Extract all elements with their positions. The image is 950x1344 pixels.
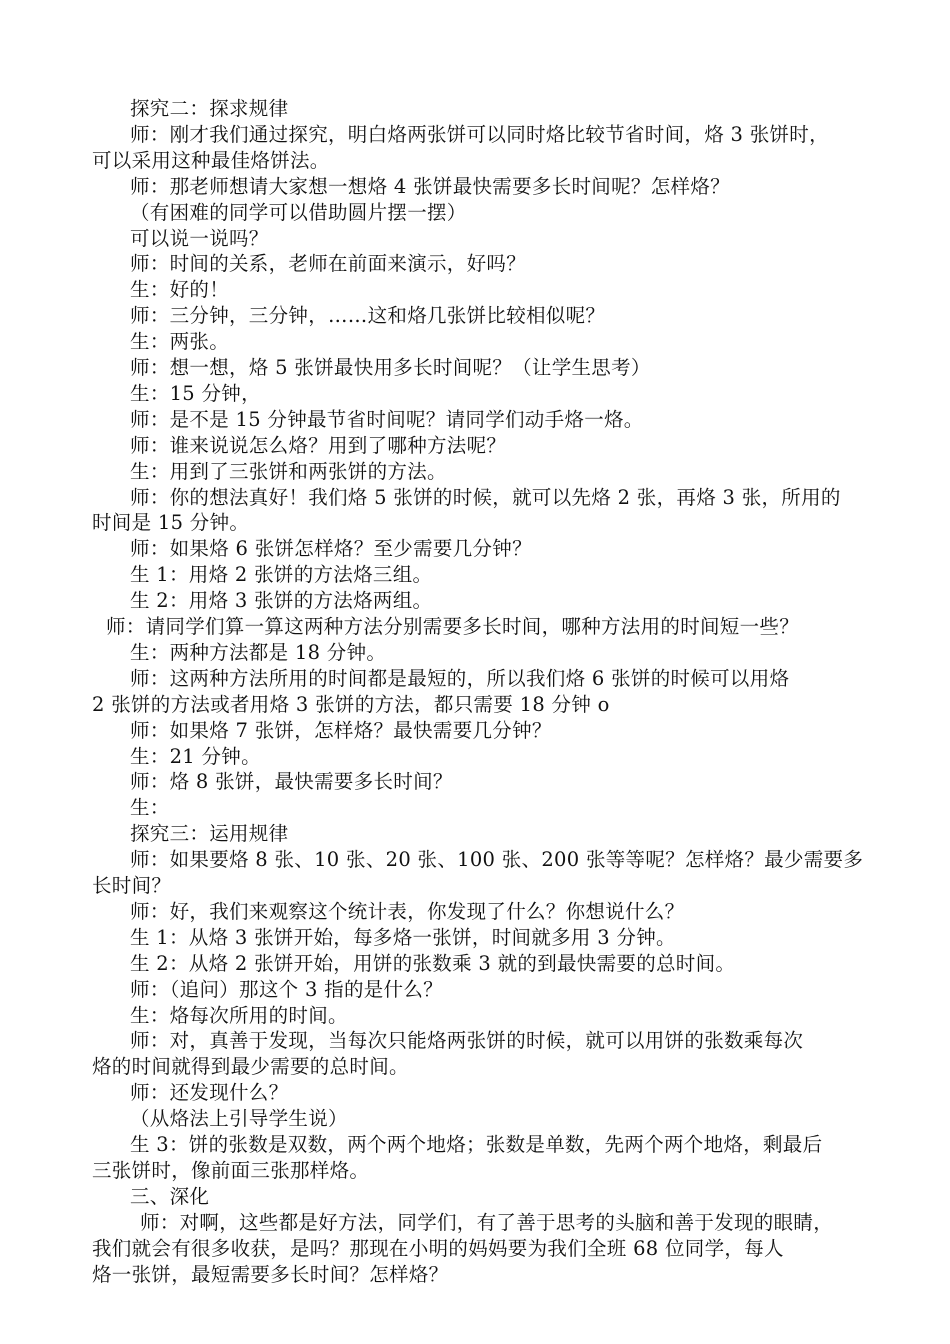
text-line: 师：对啊，这些都是好方法，同学们，有了善于思考的头脑和善于发现的眼睛， <box>140 1210 834 1234</box>
text-line: 时间是 15 分钟。 <box>92 511 250 535</box>
text-line: 生：两种方法都是 18 分钟。 <box>130 640 387 664</box>
text-line: 2 张饼的方法或者用烙 3 张饼的方法，都只需要 18 分钟 o <box>92 692 610 716</box>
text-line: 师：刚才我们通过探究，明白烙两张饼可以同时烙比较节省时间，烙 3 张饼时， <box>130 122 829 146</box>
text-line: 师：想一想，烙 5 张饼最快用多长时间呢？（让学生思考） <box>130 356 651 379</box>
text-line: 生：21 分钟。 <box>130 744 261 768</box>
text-line: 探究三：运用规律 <box>130 822 289 846</box>
text-line: 生：两张。 <box>130 330 230 354</box>
text-line: 生： <box>130 796 170 820</box>
text-line: 师：你的想法真好！我们烙 5 张饼的时候，就可以先烙 2 张，再烙 3 张，所用的 <box>130 485 841 509</box>
text-line: 师：还发现什么？ <box>130 1081 289 1105</box>
text-line: （有困难的同学可以借助圆片摆一摆） <box>130 200 467 224</box>
text-line: 烙的时间就得到最少需要的总时间。 <box>92 1055 409 1079</box>
text-line: 三、深化 <box>130 1184 210 1208</box>
text-line: 师：这两种方法所用的时间都是最短的，所以我们烙 6 张饼的时候可以用烙 <box>130 666 790 690</box>
text-line: 生：烙每次所用的时间。 <box>130 1003 348 1027</box>
text-line: 师：如果要烙 8 张、10 张、20 张、100 张、200 张等等呢？怎样烙？最少需要多 <box>130 848 864 872</box>
text-line: 可以说一说吗？ <box>130 226 269 250</box>
text-line: 师：如果烙 7 张饼，怎样烙？最快需要几分钟？ <box>130 718 552 742</box>
text-line: 师：三分钟，三分钟，……这和烙几张饼比较相似呢？ <box>130 304 606 328</box>
text-line: 师：是不是 15 分钟最节省时间呢？请同学们动手烙一烙。 <box>130 407 644 431</box>
text-line: 师：对，真善于发现，当每次只能烙两张饼的时候，就可以用饼的张数乘每次 <box>130 1029 804 1053</box>
text-line: 生 3：饼的张数是双数，两个两个地烙；张数是单数，先两个两个地烙，剩最后 <box>130 1133 823 1156</box>
text-line: 师：时间的关系，老师在前面来演示，好吗？ <box>130 252 527 276</box>
text-line: 生 2：从烙 2 张饼开始，用饼的张数乘 3 就的到最快需要的总时间。 <box>130 951 736 975</box>
text-line: 师：好，我们来观察这个统计表，你发现了什么？你想说什么？ <box>130 899 685 923</box>
text-line: 师：谁来说说怎么烙？用到了哪种方法呢？ <box>130 433 507 457</box>
text-line: 三张饼时，像前面三张那样烙。 <box>92 1158 370 1182</box>
text-line: 生 2：用烙 3 张饼的方法烙两组。 <box>130 589 433 613</box>
text-line: 师：（追问）那这个 3 指的是什么？ <box>130 977 443 1001</box>
text-line: 师：烙 8 张饼，最快需要多长时间？ <box>130 770 453 794</box>
text-line: 生 1：从烙 3 张饼开始，每多烙一张饼，时间就多用 3 分钟。 <box>130 925 676 949</box>
text-line: 生：15 分钟， <box>130 381 261 405</box>
text-line: 探究二：探求规律 <box>130 97 289 120</box>
text-line: 长时间？ <box>92 874 172 897</box>
text-line: 生：好的！ <box>130 278 230 302</box>
text-line: 烙一张饼，最短需要多长时间？怎样烙？ <box>92 1262 449 1286</box>
text-line: 生：用到了三张饼和两张饼的方法。 <box>130 459 447 483</box>
text-line: 生 1：用烙 2 张饼的方法烙三组。 <box>130 563 433 587</box>
text-line: 师：请同学们算一算这两种方法分别需要多长时间，哪种方法用的时间短一些？ <box>106 615 800 638</box>
text-line: 师：那老师想请大家想一想烙 4 张饼最快需要多长时间呢？怎样烙？ <box>130 174 730 198</box>
text-line: 我们就会有很多收获，是吗？那现在小明的妈妈要为我们全班 68 位同学，每人 <box>92 1236 784 1260</box>
text-line: 师：如果烙 6 张饼怎样烙？至少需要几分钟？ <box>130 537 532 561</box>
text-line: （从烙法上引导学生说） <box>130 1107 348 1131</box>
text-line: 可以采用这种最佳烙饼法。 <box>92 148 330 172</box>
